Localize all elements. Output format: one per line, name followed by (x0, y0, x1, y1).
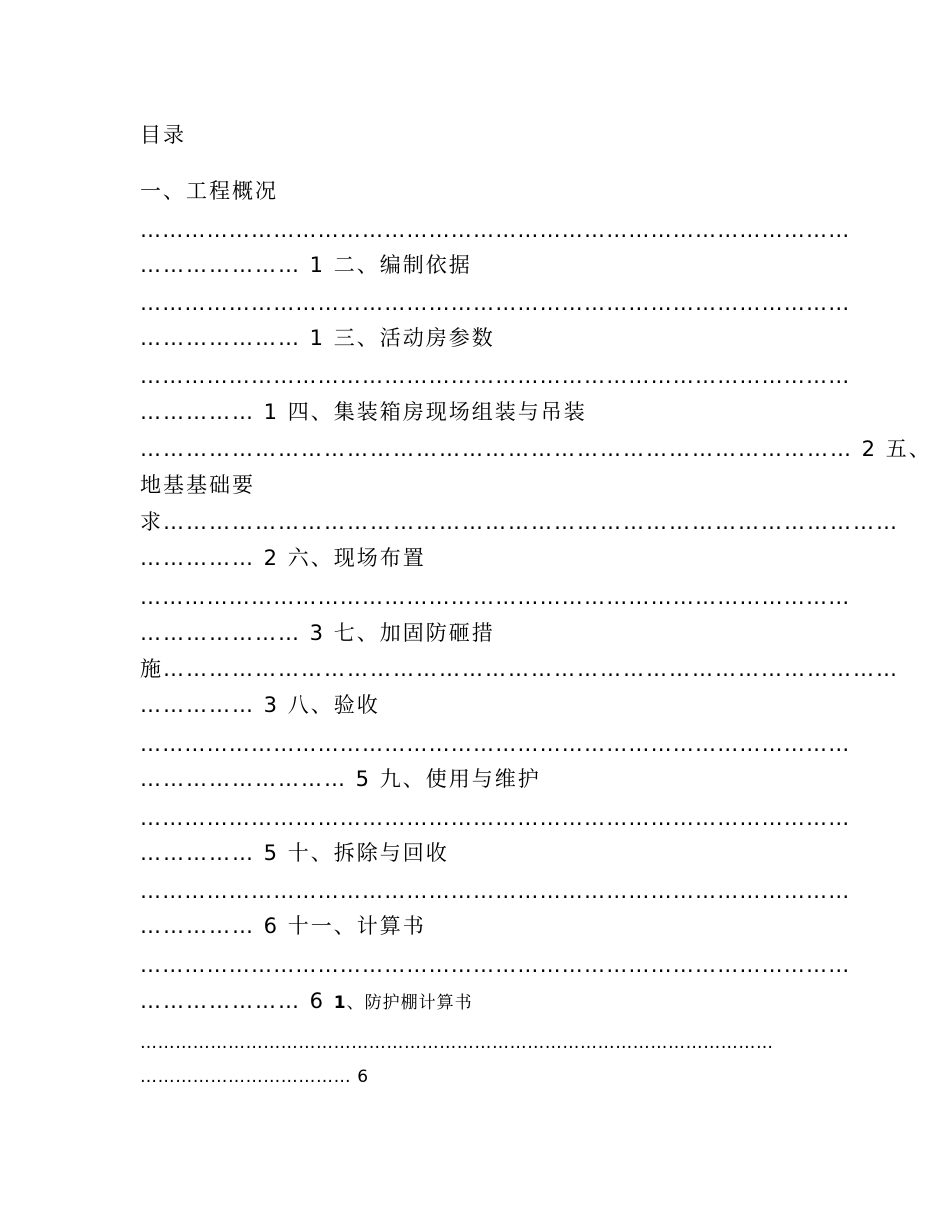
toc-line: …………… 5 十、拆除与回收 (140, 841, 449, 865)
toc-line: ……………………………… 6 (140, 1067, 369, 1087)
subsection-number: 1 (333, 993, 347, 1013)
toc-dots: …………………………………………………………………………………… (140, 364, 851, 388)
toc-dots: …………………………………………………………………………………… (140, 585, 851, 609)
toc-line: ………………… 1 三、活动房参数 (140, 326, 495, 350)
toc-dots: …………………………………………………………………………………… (140, 879, 851, 903)
toc-line: ………………………………………………………………………………… 2 五、 (140, 437, 932, 461)
toc-dots: …………………………………………………………………………………… (140, 732, 851, 756)
toc-line (140, 986, 473, 1018)
toc-line-lead: ………………… 6 (140, 989, 326, 1013)
toc-dots: …………………………………………………………………………………… (140, 218, 851, 242)
toc-line: ……………………… 5 九、使用与维护 (140, 767, 541, 791)
toc-dots: ……………………………………………………………………………………………… (140, 1033, 774, 1053)
subsection-label: 、防护棚计算书 (346, 993, 473, 1013)
toc-dots: …………………………………………………………………………………… (140, 953, 851, 977)
toc-line: …………… 6 十一、计算书 (140, 914, 426, 938)
toc-line: ………………… 1 二、编制依据 (140, 253, 472, 277)
toc-title: 目录 (140, 123, 186, 147)
toc-dots: …………………………………………………………………………………… (140, 806, 851, 830)
toc-line: ………………… 3 七、加固防砸措 (140, 621, 495, 645)
toc-line: 一、工程概况 (140, 179, 278, 203)
toc-line: 地基基础要 (140, 473, 255, 497)
toc-line: 施…………………………………………………………………………………… (140, 657, 899, 681)
toc-line: 求…………………………………………………………………………………… (140, 510, 899, 534)
toc-line: …………… 3 八、验收 (140, 693, 380, 717)
toc-line: …………… 2 六、现场布置 (140, 546, 426, 570)
toc-line: …………… 1 四、集装箱房现场组装与吊装 (140, 400, 587, 424)
toc-dots: …………………………………………………………………………………… (140, 291, 851, 315)
